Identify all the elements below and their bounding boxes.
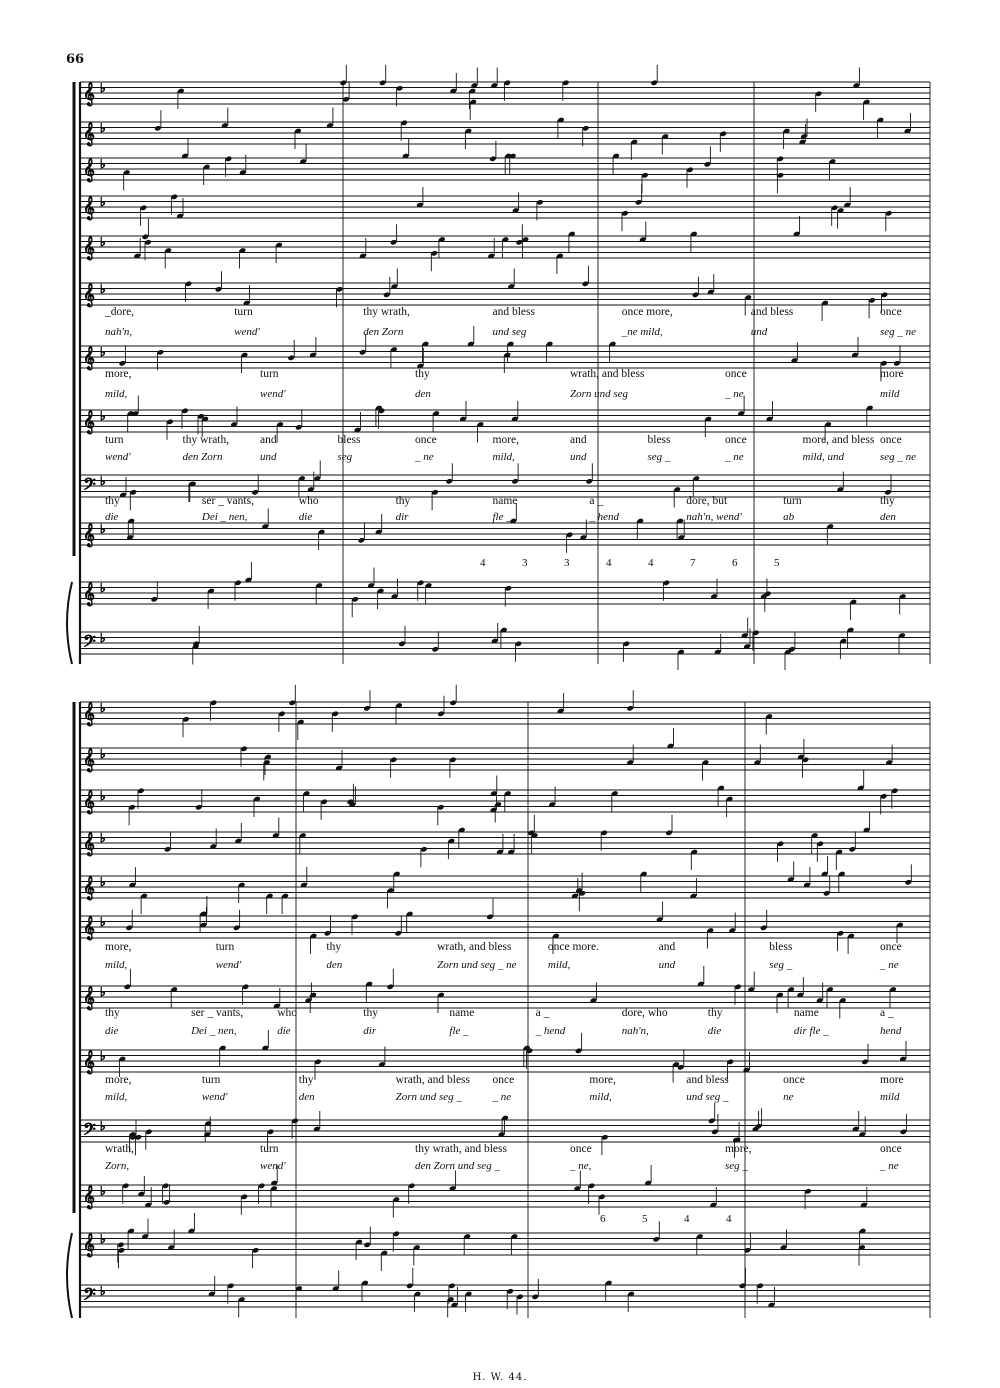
lyric-word: bless (647, 434, 671, 446)
lyric-word: and bless (492, 306, 535, 318)
lyric-word-german: fle _ (449, 1025, 469, 1037)
figured-bass-number: 5 (642, 1213, 648, 1225)
lyric-word: turn (234, 306, 253, 318)
key-flat: ♭ (100, 985, 106, 999)
lyric-word: more (880, 368, 904, 380)
lyric-word-german: und (658, 959, 676, 971)
lyric-word-german: Zorn, (105, 1160, 130, 1172)
clef-symbol: 𝄞 (83, 81, 95, 105)
lyric-word: wrath, and bless (437, 941, 512, 953)
figured-bass-number: 4 (648, 557, 654, 569)
lyric-word-german: seg _ ne (880, 451, 917, 463)
lyric-word: thy (415, 368, 430, 380)
lyric-word-german: hend (880, 1025, 902, 1037)
key-flat: ♭ (100, 631, 106, 645)
figured-bass-number: 4 (480, 557, 486, 569)
lyric-word-german: wend' (201, 1091, 228, 1103)
lyric-word: once more, (621, 306, 673, 318)
clef-symbol: 𝄞 (83, 985, 95, 1009)
lyric-word: more, (105, 368, 132, 380)
lyric-word-german: _ ne (492, 1091, 512, 1103)
clef-symbol: 𝄞 (83, 831, 95, 855)
lyric-word-german: den (326, 959, 343, 971)
lyric-word-german: die (707, 1025, 722, 1037)
figured-bass (480, 557, 780, 1225)
lyric-word-german: ab (783, 511, 795, 523)
lyric-word-german: _ ne (880, 959, 899, 971)
key-flat: ♭ (100, 701, 106, 715)
lyric-word: once (783, 1074, 805, 1086)
key-flat: ♭ (100, 1119, 106, 1133)
lyric-word-german: mild, (105, 1091, 128, 1103)
lyric-word: and bless (750, 306, 794, 318)
key-flat: ♭ (100, 345, 106, 359)
lyric-word: a _ (880, 1007, 894, 1019)
lyric-word: ser _ vants, (201, 495, 254, 507)
lyric-word: once (880, 1143, 902, 1155)
key-flat: ♭ (100, 409, 106, 423)
lyric-word-german: und (260, 451, 277, 463)
figured-bass-number: 4 (684, 1213, 690, 1225)
lyric-word: more, (492, 434, 520, 446)
lyric-word: once (880, 941, 902, 953)
lyric-word: more, (105, 941, 132, 953)
clef-symbol: 𝄢 (83, 631, 96, 655)
lyric-word: a _ (535, 1007, 550, 1019)
lyric-word-german: den (880, 511, 896, 523)
lyric-word-german: die (105, 511, 119, 523)
lyric-word-german: und (570, 451, 587, 463)
key-flat: ♭ (100, 1232, 106, 1246)
key-flat: ♭ (100, 747, 106, 761)
lyric-word: _dore, (105, 306, 135, 318)
key-flat: ♭ (100, 831, 106, 845)
lyric-word: bless (337, 434, 361, 446)
lyric-word-german: mild, (589, 1091, 612, 1103)
lyric-word-german: die (105, 1025, 119, 1037)
key-flat: ♭ (100, 522, 106, 536)
lyric-word-german: den (298, 1091, 315, 1103)
clef-symbol: 𝄞 (83, 1232, 95, 1256)
lyric-word-german: mild, und (802, 451, 845, 463)
lyric-word: wrath, (105, 1143, 135, 1155)
key-flat: ♭ (100, 1184, 106, 1198)
clef-symbol: 𝄞 (83, 1049, 95, 1073)
clef-symbol: 𝄞 (83, 1184, 95, 1208)
lyric-word-german: fle _ (492, 511, 512, 523)
lyric-word: bless (769, 941, 793, 953)
lyric-word: turn (201, 1074, 221, 1086)
lyric-word-german: Zorn und seg _ ne (437, 959, 517, 971)
lyric-word-german: mild, (547, 959, 571, 971)
lyric-word: and bless (686, 1074, 729, 1086)
lyric-word-german: die (298, 511, 313, 523)
clef-symbol: 𝄢 (83, 1284, 96, 1308)
key-flat: ♭ (100, 1049, 106, 1063)
key-flat: ♭ (100, 789, 106, 803)
lyric-word-german: seg _ (725, 1160, 748, 1172)
clef-symbol: 𝄞 (83, 235, 95, 259)
key-flat: ♭ (100, 875, 106, 889)
lyric-word-german: und seg _ (686, 1091, 729, 1103)
clef-symbol: 𝄞 (83, 789, 95, 813)
lyric-word: thy wrath, (182, 434, 230, 446)
clef-symbol: 𝄞 (83, 747, 95, 771)
lyric-word: thy (105, 495, 120, 507)
lyric-word-german: wend' (215, 959, 242, 971)
key-flat: ♭ (100, 581, 106, 595)
key-flat: ♭ (100, 121, 106, 135)
key-flat: ♭ (100, 1284, 106, 1298)
lyric-word: thy (363, 1007, 379, 1019)
clef-symbol: 𝄞 (83, 195, 95, 219)
piano-brace (67, 582, 72, 664)
lyric-word-german: seg _ (769, 959, 793, 971)
lyric-word-german: mild, (105, 959, 128, 971)
lyric-word: wrath, and bless (395, 1074, 471, 1086)
lyric-word-german: den (415, 388, 431, 400)
lyric-word-german: den Zorn und seg _ (415, 1160, 500, 1172)
figured-bass-number: 4 (606, 557, 612, 569)
lyric-word-german: Dei _ nen, (191, 1025, 237, 1037)
clef-symbol: 𝄞 (83, 581, 95, 605)
clef-symbol: 𝄞 (83, 701, 95, 725)
lyric-word-german: dir (363, 1025, 377, 1037)
key-flat: ♭ (100, 474, 106, 488)
lyric-word: more, and bless (802, 434, 875, 446)
lyric-word: and (658, 941, 676, 953)
lyric-word-german: mild, (105, 388, 128, 400)
lyric-word: thy (298, 1074, 314, 1086)
clef-symbol: 𝄢 (83, 474, 96, 498)
clef-symbol: 𝄞 (83, 522, 95, 546)
lyric-word: thy wrath, and bless (415, 1143, 507, 1155)
clef-symbol: 𝄞 (83, 345, 95, 369)
lyric-word: more (880, 1074, 904, 1086)
lyric-word-german: wend' (234, 326, 260, 338)
lyric-word: thy (880, 495, 895, 507)
clef-symbol: 𝄞 (83, 915, 95, 939)
lyric-word-german: und seg (492, 326, 527, 338)
lyric-word-german: _ne mild, (621, 326, 663, 338)
lyric-word: turn (105, 434, 124, 446)
lyric-word: name (492, 495, 518, 507)
lyric-word-german: _ hend (589, 511, 620, 523)
lyric-word: turn (215, 941, 235, 953)
lyric-word: dore, who (621, 1007, 668, 1019)
page-number: 66 (66, 52, 85, 67)
lyric-word-german: _ ne, (570, 1160, 592, 1172)
lyric-word: thy (707, 1007, 723, 1019)
figured-bass-number: 3 (564, 557, 570, 569)
clef-symbol: 𝄢 (83, 1119, 96, 1143)
key-flat: ♭ (100, 195, 106, 209)
lyric-word: and (260, 434, 277, 446)
clef-symbol: 𝄞 (83, 282, 95, 306)
lyric-word-german: wend' (105, 451, 131, 463)
lyric-word: once (570, 1143, 592, 1155)
figured-bass-number: 5 (774, 557, 780, 569)
piano-brace (67, 1233, 72, 1318)
clef-symbol: 𝄞 (83, 875, 95, 899)
figured-bass-number: 7 (690, 557, 696, 569)
lyric-word: ser _ vants, (191, 1007, 244, 1019)
lyric-word-german: die (277, 1025, 291, 1037)
figured-bass-number: 6 (732, 557, 738, 569)
lyric-word: more, (589, 1074, 616, 1086)
lyric-word: once (492, 1074, 515, 1086)
lyric-word-german: dir (395, 511, 409, 523)
clef-symbol: 𝄞 (83, 121, 95, 145)
lyric-word-german: _ hend (535, 1025, 566, 1037)
lyric-word: thy (395, 495, 411, 507)
lyric-word: once more. (547, 941, 599, 953)
lyric-word-german: Zorn und seg _ (395, 1091, 462, 1103)
figured-bass-number: 6 (600, 1213, 606, 1225)
lyric-word-german: wend' (260, 1160, 286, 1172)
lyric-word-german: nah'n, (105, 326, 133, 338)
lyric-word: who (298, 495, 319, 507)
staff-lines (67, 81, 930, 1318)
figured-bass-number: 4 (726, 1213, 732, 1225)
lyric-word-german: den Zorn (363, 326, 404, 338)
lyric-word: thy (105, 1007, 120, 1019)
lyric-word: name (449, 1007, 475, 1019)
clef-symbol: 𝄞 (83, 409, 95, 433)
lyric-word: more, (105, 1074, 132, 1086)
lyric-word: more, (725, 1143, 752, 1155)
lyric-word: turn (783, 495, 802, 507)
lyric-word-german: nah'n, (621, 1025, 649, 1037)
lyric-word-german: dir fle _ (793, 1025, 829, 1037)
key-flat: ♭ (100, 235, 106, 249)
lyric-word: once (880, 306, 902, 318)
figured-bass-number: 3 (522, 557, 528, 569)
lyric-word-german: mild, (492, 451, 515, 463)
lyric-word-german: nah'n, wend' (686, 511, 742, 523)
lyric-word-german: mild (880, 388, 900, 400)
lyric-word-german: seg _ ne (880, 326, 917, 338)
lyric-word-german: ne (783, 1091, 794, 1103)
lyric-word-german: den Zorn (182, 451, 223, 463)
lyric-word: dore, but (686, 495, 728, 507)
lyric-word: name (793, 1007, 819, 1019)
lyric-word-german: seg _ (647, 451, 671, 463)
clef-symbol: 𝄞 (83, 157, 95, 181)
lyric-word-german: Dei _ nen, (201, 511, 248, 523)
lyric-word: thy wrath, (363, 306, 410, 318)
lyric-word: once (415, 434, 437, 446)
lyric-word-german: mild (880, 1091, 900, 1103)
key-flat: ♭ (100, 81, 106, 95)
lyric-word-german: _ ne (415, 451, 434, 463)
lyric-word-german: _ ne (725, 451, 744, 463)
lyric-word-german: Zorn und seg (570, 388, 629, 400)
key-flat: ♭ (100, 282, 106, 296)
lyric-word: a _ (589, 495, 604, 507)
lyric-word: turn (260, 368, 279, 380)
lyric-word: thy (326, 941, 342, 953)
lyric-word-german: seg (337, 451, 353, 463)
lyric-word: once (880, 434, 902, 446)
lyric-word: once (725, 368, 747, 380)
lyric-word: wrath, and bless (570, 368, 645, 380)
lyric-word: and (570, 434, 587, 446)
lyric-word-german: _ ne (725, 388, 744, 400)
lyric-word-german: und (750, 326, 768, 338)
lyrics (104, 306, 916, 1172)
lyric-word: once (725, 434, 747, 446)
key-flat: ♭ (100, 915, 106, 929)
lyric-word-german: _ ne (880, 1160, 899, 1172)
lyric-word: turn (260, 1143, 279, 1155)
footer-plate-number: H. W. 44. (472, 1372, 528, 1383)
lyric-word: who (277, 1007, 298, 1019)
lyric-word-german: wend' (260, 388, 286, 400)
key-flat: ♭ (100, 157, 106, 171)
